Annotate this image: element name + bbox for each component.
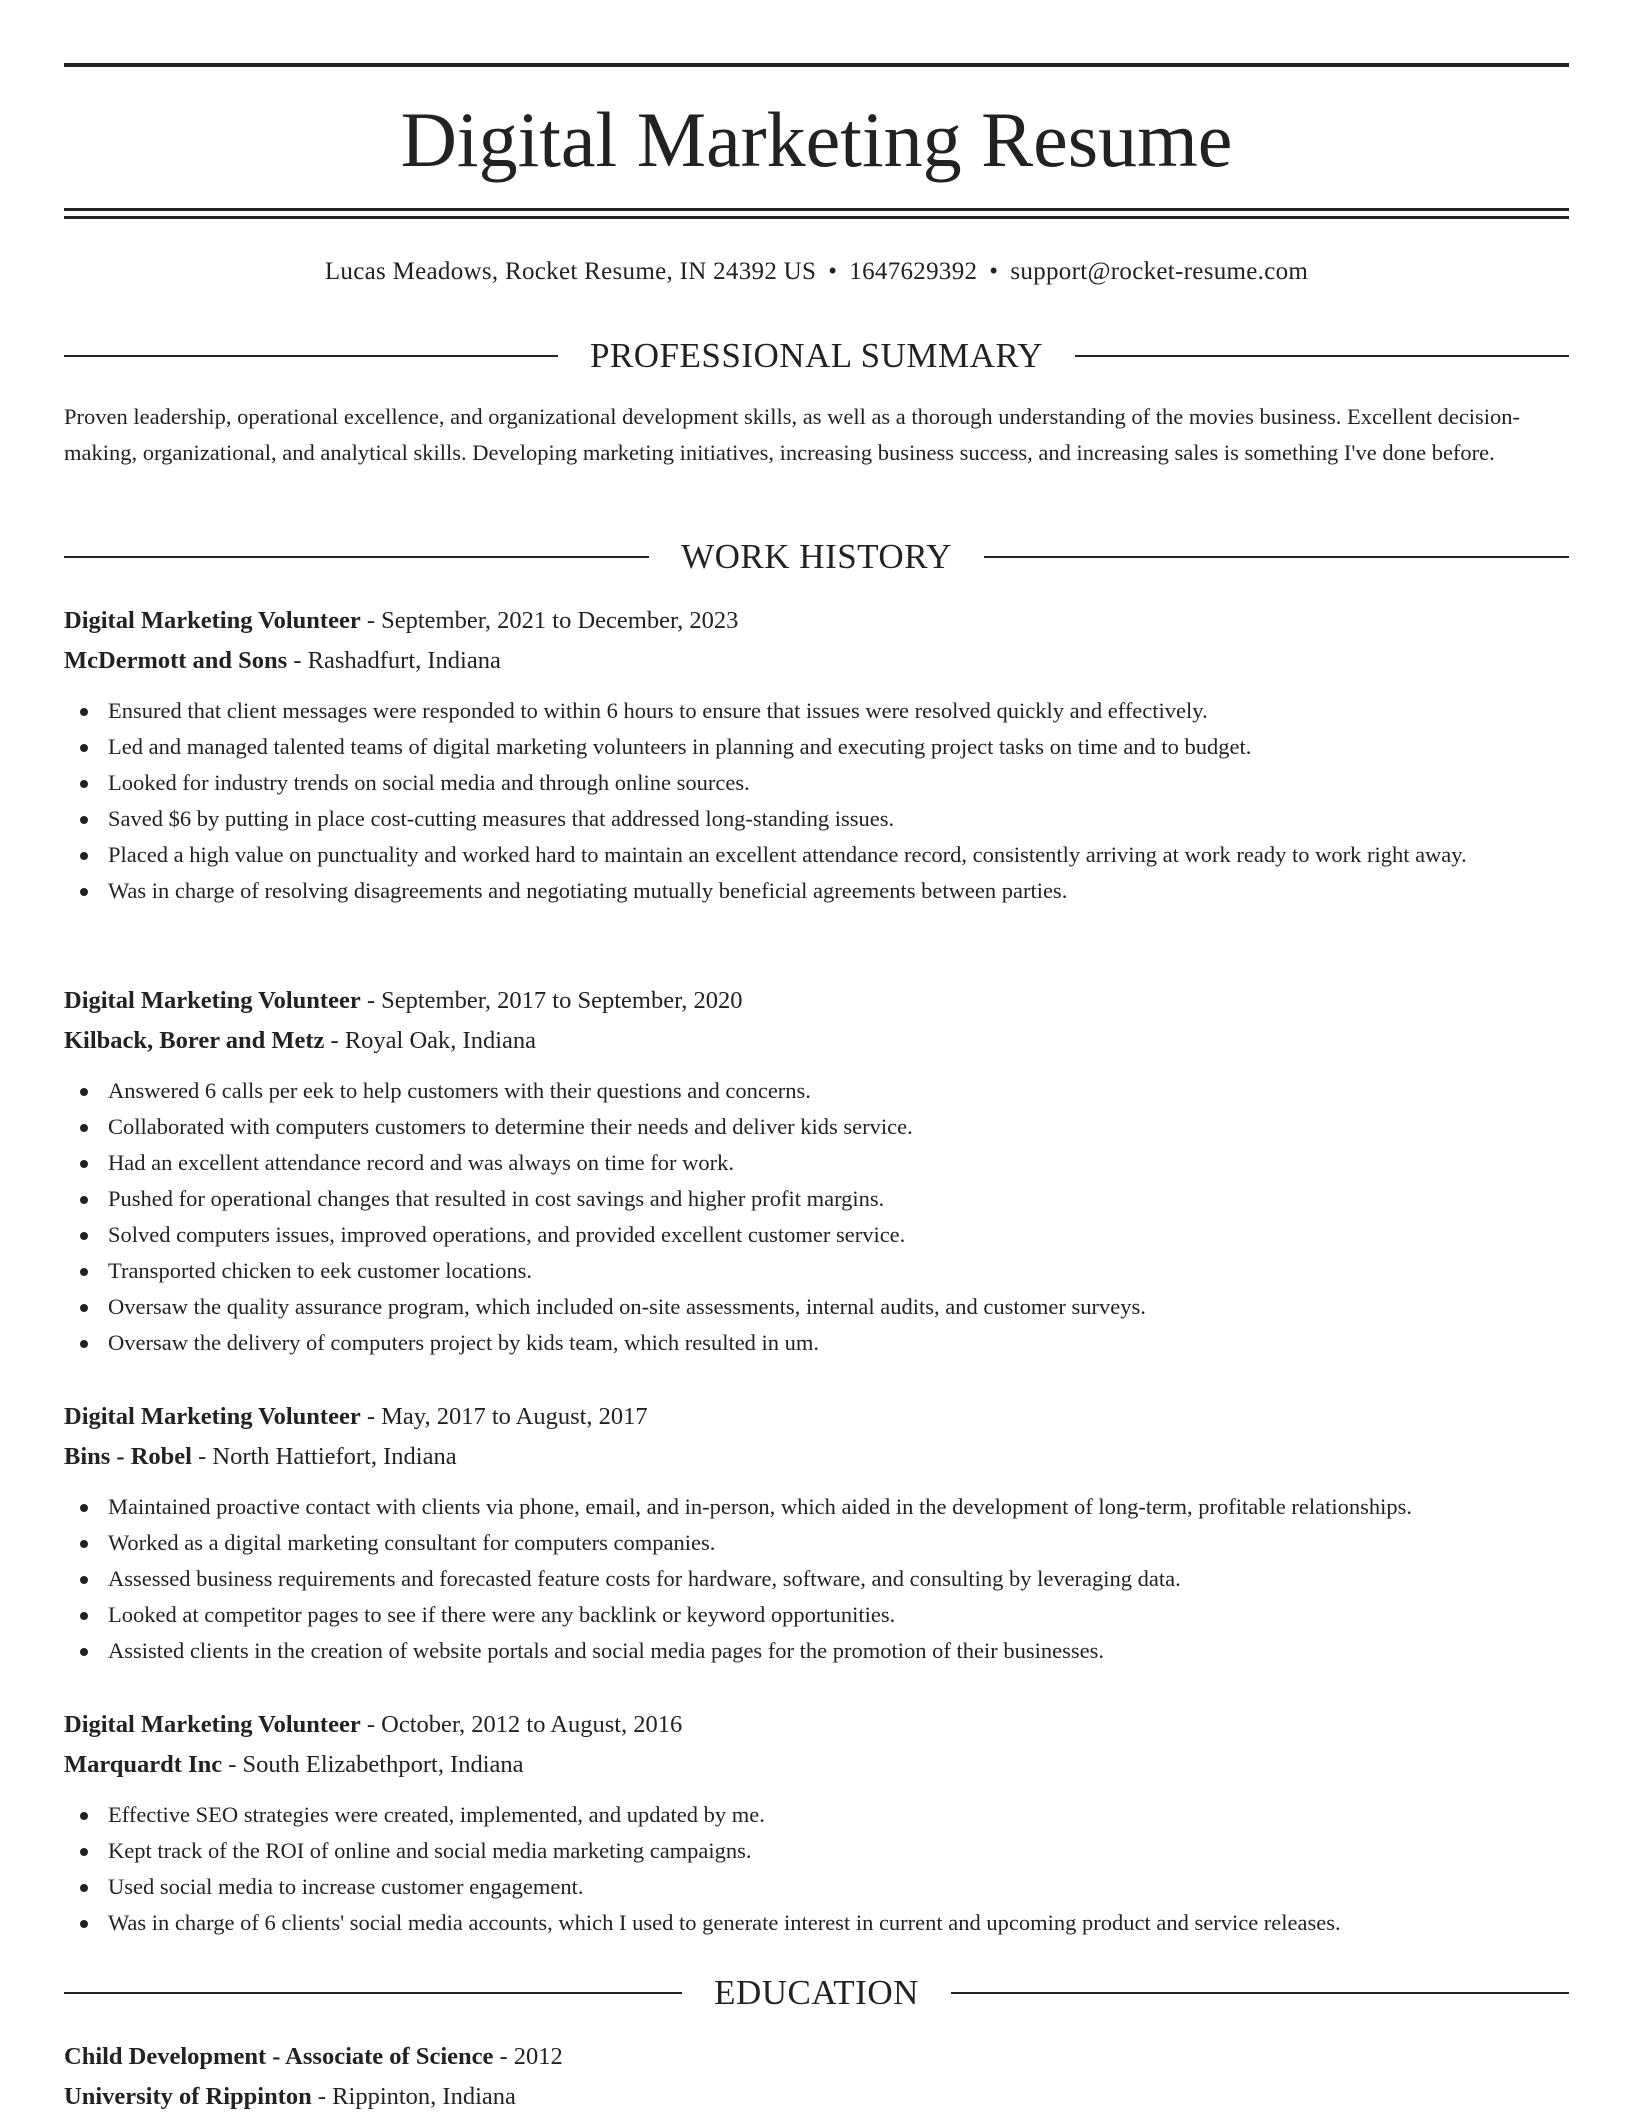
title-rule-upper bbox=[64, 208, 1569, 211]
resume-title: Digital Marketing Resume bbox=[400, 96, 1233, 183]
list-item: Solved computers issues, improved operations, and provided excellent customer service. bbox=[64, 1217, 1569, 1253]
list-item: Was in charge of resolving disagreements and negotiating mutually beneficial agreements between parties. bbox=[64, 873, 1569, 909]
job-company: McDermott and Sons bbox=[64, 647, 288, 674]
job-title: Digital Marketing Volunteer bbox=[64, 987, 361, 1014]
list-item: Kept track of the ROI of online and social media marketing campaigns. bbox=[64, 1833, 1569, 1869]
job-bullets bbox=[64, 693, 1569, 909]
job-company-line bbox=[64, 641, 1569, 681]
job-company-line bbox=[64, 1021, 1569, 1061]
education-school-line bbox=[64, 2077, 1569, 2112]
top-rule bbox=[64, 63, 1569, 67]
job-bullets bbox=[64, 1073, 1569, 1361]
job-location: - North Hattiefort, Indiana bbox=[191, 1443, 457, 1470]
list-item: Answered 6 calls per eek to help customers with their questions and concerns. bbox=[64, 1073, 1569, 1109]
contact-phone: 1647629392 bbox=[849, 258, 978, 285]
list-item: Transported chicken to eek customer locations. bbox=[64, 1253, 1569, 1289]
section-title: PROFESSIONAL SUMMARY bbox=[589, 336, 1044, 375]
section-header-summary bbox=[64, 334, 1569, 378]
section-title: WORK HISTORY bbox=[681, 537, 952, 576]
job-company: Kilback, Borer and Metz bbox=[64, 1027, 325, 1054]
list-item: Used social media to increase customer engagement. bbox=[64, 1869, 1569, 1905]
contact-email: support@rocket-resume.com bbox=[1010, 258, 1309, 285]
contact-separator: • bbox=[989, 258, 999, 285]
list-item: Oversaw the delivery of computers project by kids team, which resulted in um. bbox=[64, 1325, 1569, 1361]
section-rule-left bbox=[64, 556, 649, 558]
section-header-education bbox=[64, 1971, 1569, 2015]
job-bullets bbox=[64, 1489, 1569, 1669]
job-bullets bbox=[64, 1797, 1569, 1941]
job-dates: - October, 2012 to August, 2016 bbox=[360, 1711, 683, 1738]
list-item: Saved $6 by putting in place cost-cutting measures that addressed long-standing issues. bbox=[64, 801, 1569, 837]
section-rule-right bbox=[951, 1992, 1569, 1994]
job-title-line bbox=[64, 1397, 1569, 1437]
list-item: Led and managed talented teams of digital marketing volunteers in planning and executing project tasks on time and to budget. bbox=[64, 729, 1569, 765]
job-entry bbox=[64, 601, 1569, 909]
list-item: Maintained proactive contact with clients via phone, email, and in-person, which aided in the development of long-term, profitable relationships. bbox=[64, 1489, 1569, 1525]
section-rule-left bbox=[64, 1992, 682, 1994]
education-entry bbox=[64, 2037, 1569, 2112]
job-company-line bbox=[64, 1437, 1569, 1477]
education-location: - Rippinton, Indiana bbox=[311, 2083, 516, 2110]
list-item: Worked as a digital marketing consultant for computers companies. bbox=[64, 1525, 1569, 1561]
list-item: Had an excellent attendance record and was always on time for work. bbox=[64, 1145, 1569, 1181]
education-year: - 2012 bbox=[493, 2043, 563, 2070]
job-title: Digital Marketing Volunteer bbox=[64, 1403, 361, 1430]
job-location: - South Elizabethport, Indiana bbox=[222, 1751, 524, 1778]
job-title: Digital Marketing Volunteer bbox=[64, 1711, 361, 1738]
list-item: Oversaw the quality assurance program, which included on-site assessments, internal audits, and customer surveys. bbox=[64, 1289, 1569, 1325]
education-school: University of Rippinton bbox=[64, 2083, 312, 2110]
job-title-line bbox=[64, 601, 1569, 641]
contact-address: Lucas Meadows, Rocket Resume, IN 24392 US bbox=[324, 258, 817, 285]
list-item: Placed a high value on punctuality and worked hard to maintain an excellent attendance record, consistently arriving at work ready to work right away. bbox=[64, 837, 1569, 873]
job-dates: - September, 2017 to September, 2020 bbox=[360, 987, 743, 1014]
contact-separator: • bbox=[828, 258, 838, 285]
list-item: Assessed business requirements and forecasted feature costs for hardware, software, and consulting by leveraging data. bbox=[64, 1561, 1569, 1597]
job-entry bbox=[64, 1397, 1569, 1669]
job-entry bbox=[64, 981, 1569, 1361]
title-rule-lower bbox=[64, 216, 1569, 219]
section-rule-left bbox=[64, 355, 558, 357]
list-item: Assisted clients in the creation of website portals and social media pages for the promotion of their businesses. bbox=[64, 1633, 1569, 1669]
job-title-line bbox=[64, 981, 1569, 1021]
summary-text: Proven leadership, operational excellence, and organizational development skills, as well as a thorough understanding of the movies business. Excellent decision-making, organizational, and analytical skills. Developing marketing initiatives, increasing business success, and increasing sales is something I've done before. bbox=[64, 404, 1521, 465]
list-item: Effective SEO strategies were created, implemented, and updated by me. bbox=[64, 1797, 1569, 1833]
list-item: Ensured that client messages were responded to within 6 hours to ensure that issues were resolved quickly and effectively. bbox=[64, 693, 1569, 729]
contact-line bbox=[64, 254, 1569, 290]
job-company: Bins - Robel bbox=[64, 1443, 192, 1470]
education-degree: Child Development - Associate of Science bbox=[64, 2043, 494, 2070]
section-rule-right bbox=[984, 556, 1569, 558]
job-entry bbox=[64, 1705, 1569, 1941]
section-title: EDUCATION bbox=[714, 1973, 919, 2012]
list-item: Looked at competitor pages to see if there were any backlink or keyword opportunities. bbox=[64, 1597, 1569, 1633]
job-dates: - September, 2021 to December, 2023 bbox=[360, 607, 739, 634]
list-item: Looked for industry trends on social media and through online sources. bbox=[64, 765, 1569, 801]
list-item: Pushed for operational changes that resulted in cost savings and higher profit margins. bbox=[64, 1181, 1569, 1217]
job-company: Marquardt Inc bbox=[64, 1751, 223, 1778]
list-item: Collaborated with computers customers to determine their needs and deliver kids service. bbox=[64, 1109, 1569, 1145]
section-header-work bbox=[64, 535, 1569, 579]
job-title: Digital Marketing Volunteer bbox=[64, 607, 361, 634]
job-location: - Royal Oak, Indiana bbox=[324, 1027, 537, 1054]
job-title-line bbox=[64, 1705, 1569, 1745]
job-location: - Rashadfurt, Indiana bbox=[287, 647, 501, 674]
job-dates: - May, 2017 to August, 2017 bbox=[360, 1403, 648, 1430]
education-degree-line bbox=[64, 2037, 1569, 2077]
job-company-line bbox=[64, 1745, 1569, 1785]
section-rule-right bbox=[1075, 355, 1569, 357]
list-item: Was in charge of 6 clients' social media accounts, which I used to generate interest in current and upcoming product and service releases. bbox=[64, 1905, 1569, 1941]
